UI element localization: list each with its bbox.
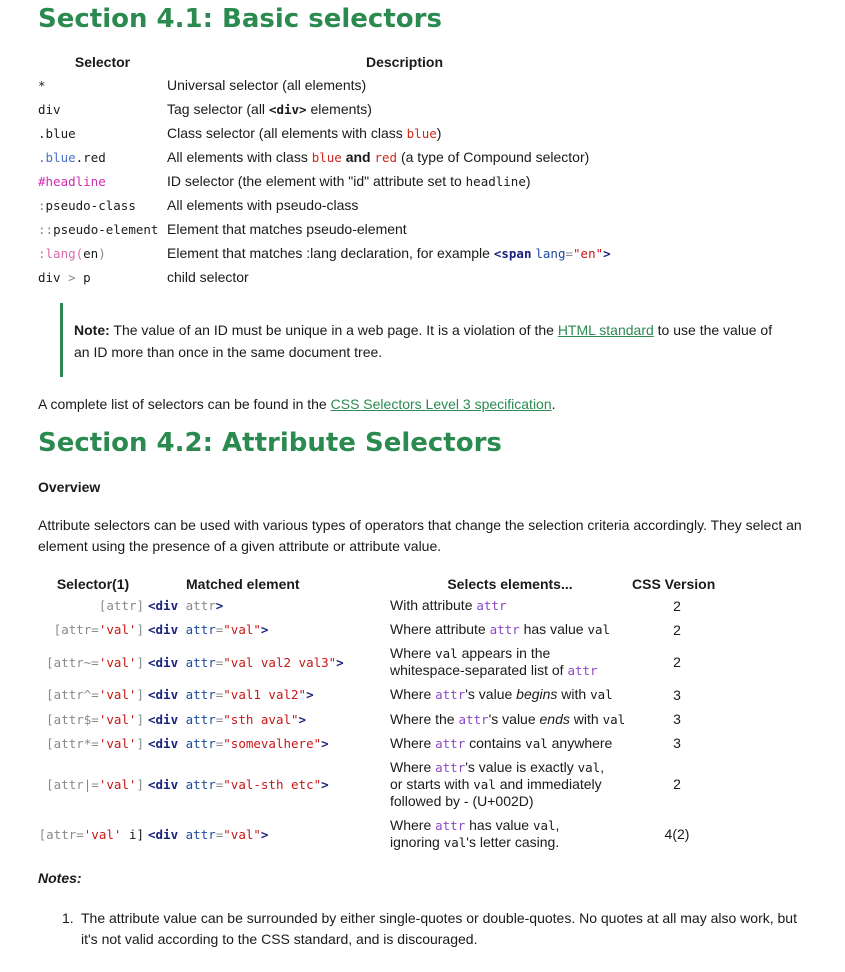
table-row [38,169,642,193]
description-cell: Tag selector (all <div> elements) [167,101,372,117]
basic-selectors-table [38,51,642,289]
table-row [38,617,722,642]
list-number: 1. [62,910,74,926]
selector-cell: #headline [38,173,106,189]
table-row [38,145,642,169]
section-4-2-title: Section 4.2: Attribute Selectors [38,428,502,458]
version-cell: 3 [673,735,681,751]
table-row [38,594,722,617]
column-header-selects-elements: Selects elements... [447,576,573,592]
description-cell: ID selector (the element with "id" attribute set to headline) [167,173,531,189]
description-cell: Where attribute attr has value val [390,621,611,637]
table-row [38,682,722,707]
overview-paragraph: Attribute selectors can be used with various types of operators that change the selection criteria accordingly. They select an element using the presence of a given attribute or attribute value. [38,517,802,554]
table-row [38,731,722,755]
description-cell: Element that matches :lang declaration, for example <span lang="en"> [167,245,611,261]
selector-cell: [attr$='val'] [46,711,144,727]
description-cell: Where attr has value val, ignoring val's letter casing. [390,817,560,850]
complete-list-paragraph: A complete list of selectors can be found in the CSS Selectors Level 3 specification. [38,396,556,412]
description-cell: Element that matches pseudo-element [167,221,407,237]
column-header-selector: Selector(1) [56,576,130,592]
selector-cell: [attr~='val'] [46,654,144,670]
table-row [38,265,642,289]
description-cell: Where val appears in the whitespace-separated list of attr [390,645,598,678]
matched-element-cell: <div attr="val"> [148,826,269,842]
description-cell: With attribute attr [390,597,507,613]
selector-cell: .blue.red [38,149,106,165]
selector-cell: .blue [38,125,76,141]
matched-element-cell: <div attr="sth aval"> [148,711,307,727]
version-cell: 2 [673,621,681,638]
selector-cell: [attr*='val'] [46,735,144,751]
table-row [38,121,642,145]
version-cell: 3 [673,686,681,703]
description-cell: Class selector (all elements with class blue) [167,125,442,141]
selector-cell: [attr='val'] [53,622,144,637]
selector-cell: div > p [38,269,91,285]
description-cell: All elements with pseudo-class [167,197,359,213]
matched-element-cell: <div attr> [148,598,224,613]
version-cell: 4(2) [664,826,690,842]
table-row [38,97,642,121]
section-4-1-title: Section 4.1: Basic selectors [38,4,442,34]
description-cell: child selector [167,269,249,285]
description-cell: Where attr's value begins with val [390,686,613,702]
css-selectors-spec-link[interactable]: CSS Selectors Level 3 specification [330,396,552,412]
selector-cell: [attr^='val'] [46,687,144,702]
selector-cell: :pseudo-class [38,197,136,213]
table-row [38,642,722,682]
selector-cell: [attr='val' i] [38,826,144,842]
html-standard-link[interactable]: HTML standard [557,322,654,338]
description-cell: Universal selector (all elements) [167,77,367,93]
selector-cell: [attr|='val'] [46,776,144,792]
version-cell: 2 [673,654,681,670]
matched-element-cell: <div attr="val val2 val3"> [148,654,344,670]
table-row [38,813,722,855]
table-row [38,241,642,265]
column-header-css-version: CSS Version [632,576,716,592]
selector-cell: :lang(en) [38,245,106,261]
table-row [38,193,642,217]
code-class-blue: blue [406,126,437,141]
version-cell: 2 [673,776,681,792]
description-cell: Where attr's value is exactly val, or starts with val and immediately followed by - (U+002D) [390,758,605,809]
version-cell: 2 [673,597,681,614]
matched-element-cell: <div attr="somevalhere"> [148,735,329,751]
version-cell: 3 [673,711,681,727]
notes-heading: Notes: [38,870,82,886]
description-cell: Where attr contains val anywhere [390,734,613,751]
overview-heading: Overview [38,479,101,495]
attribute-selectors-table [38,574,722,855]
table-row [38,73,642,97]
table-row [38,217,642,241]
selector-cell: * [38,77,46,93]
matched-element-cell: <div attr="val1 val2"> [148,687,314,702]
list-text: The attribute value can be surrounded by either single-quotes or double-quotes. No quotes at all may also work, but it's not valid according to the CSS standard, and is discouraged. [81,910,797,947]
selector-cell: div [38,101,61,117]
table-row [38,707,722,731]
column-header-selector: Selector [74,54,131,70]
code-div-tag: <div> [268,102,307,117]
column-header-description: Description [365,54,443,70]
column-header-matched-element: Matched element [186,576,300,592]
note-label: Note: [74,322,110,338]
matched-element-cell: <div attr="val-sth etc"> [148,776,329,792]
description-cell: Where the attr's value ends with val [390,710,626,727]
selector-cell: ::pseudo-element [38,221,159,237]
description-cell: All elements with class blue and red (a type of Compound selector) [167,149,590,165]
note-text: Note: The value of an ID must be unique in a web page. It is a violation of the HTML standard to use the value of an ID more than once in the same document tree. [74,322,773,360]
matched-element-cell: <div attr="val"> [148,622,269,637]
note-callout [60,303,783,377]
selector-cell: [attr] [98,598,144,613]
table-row [38,755,722,813]
